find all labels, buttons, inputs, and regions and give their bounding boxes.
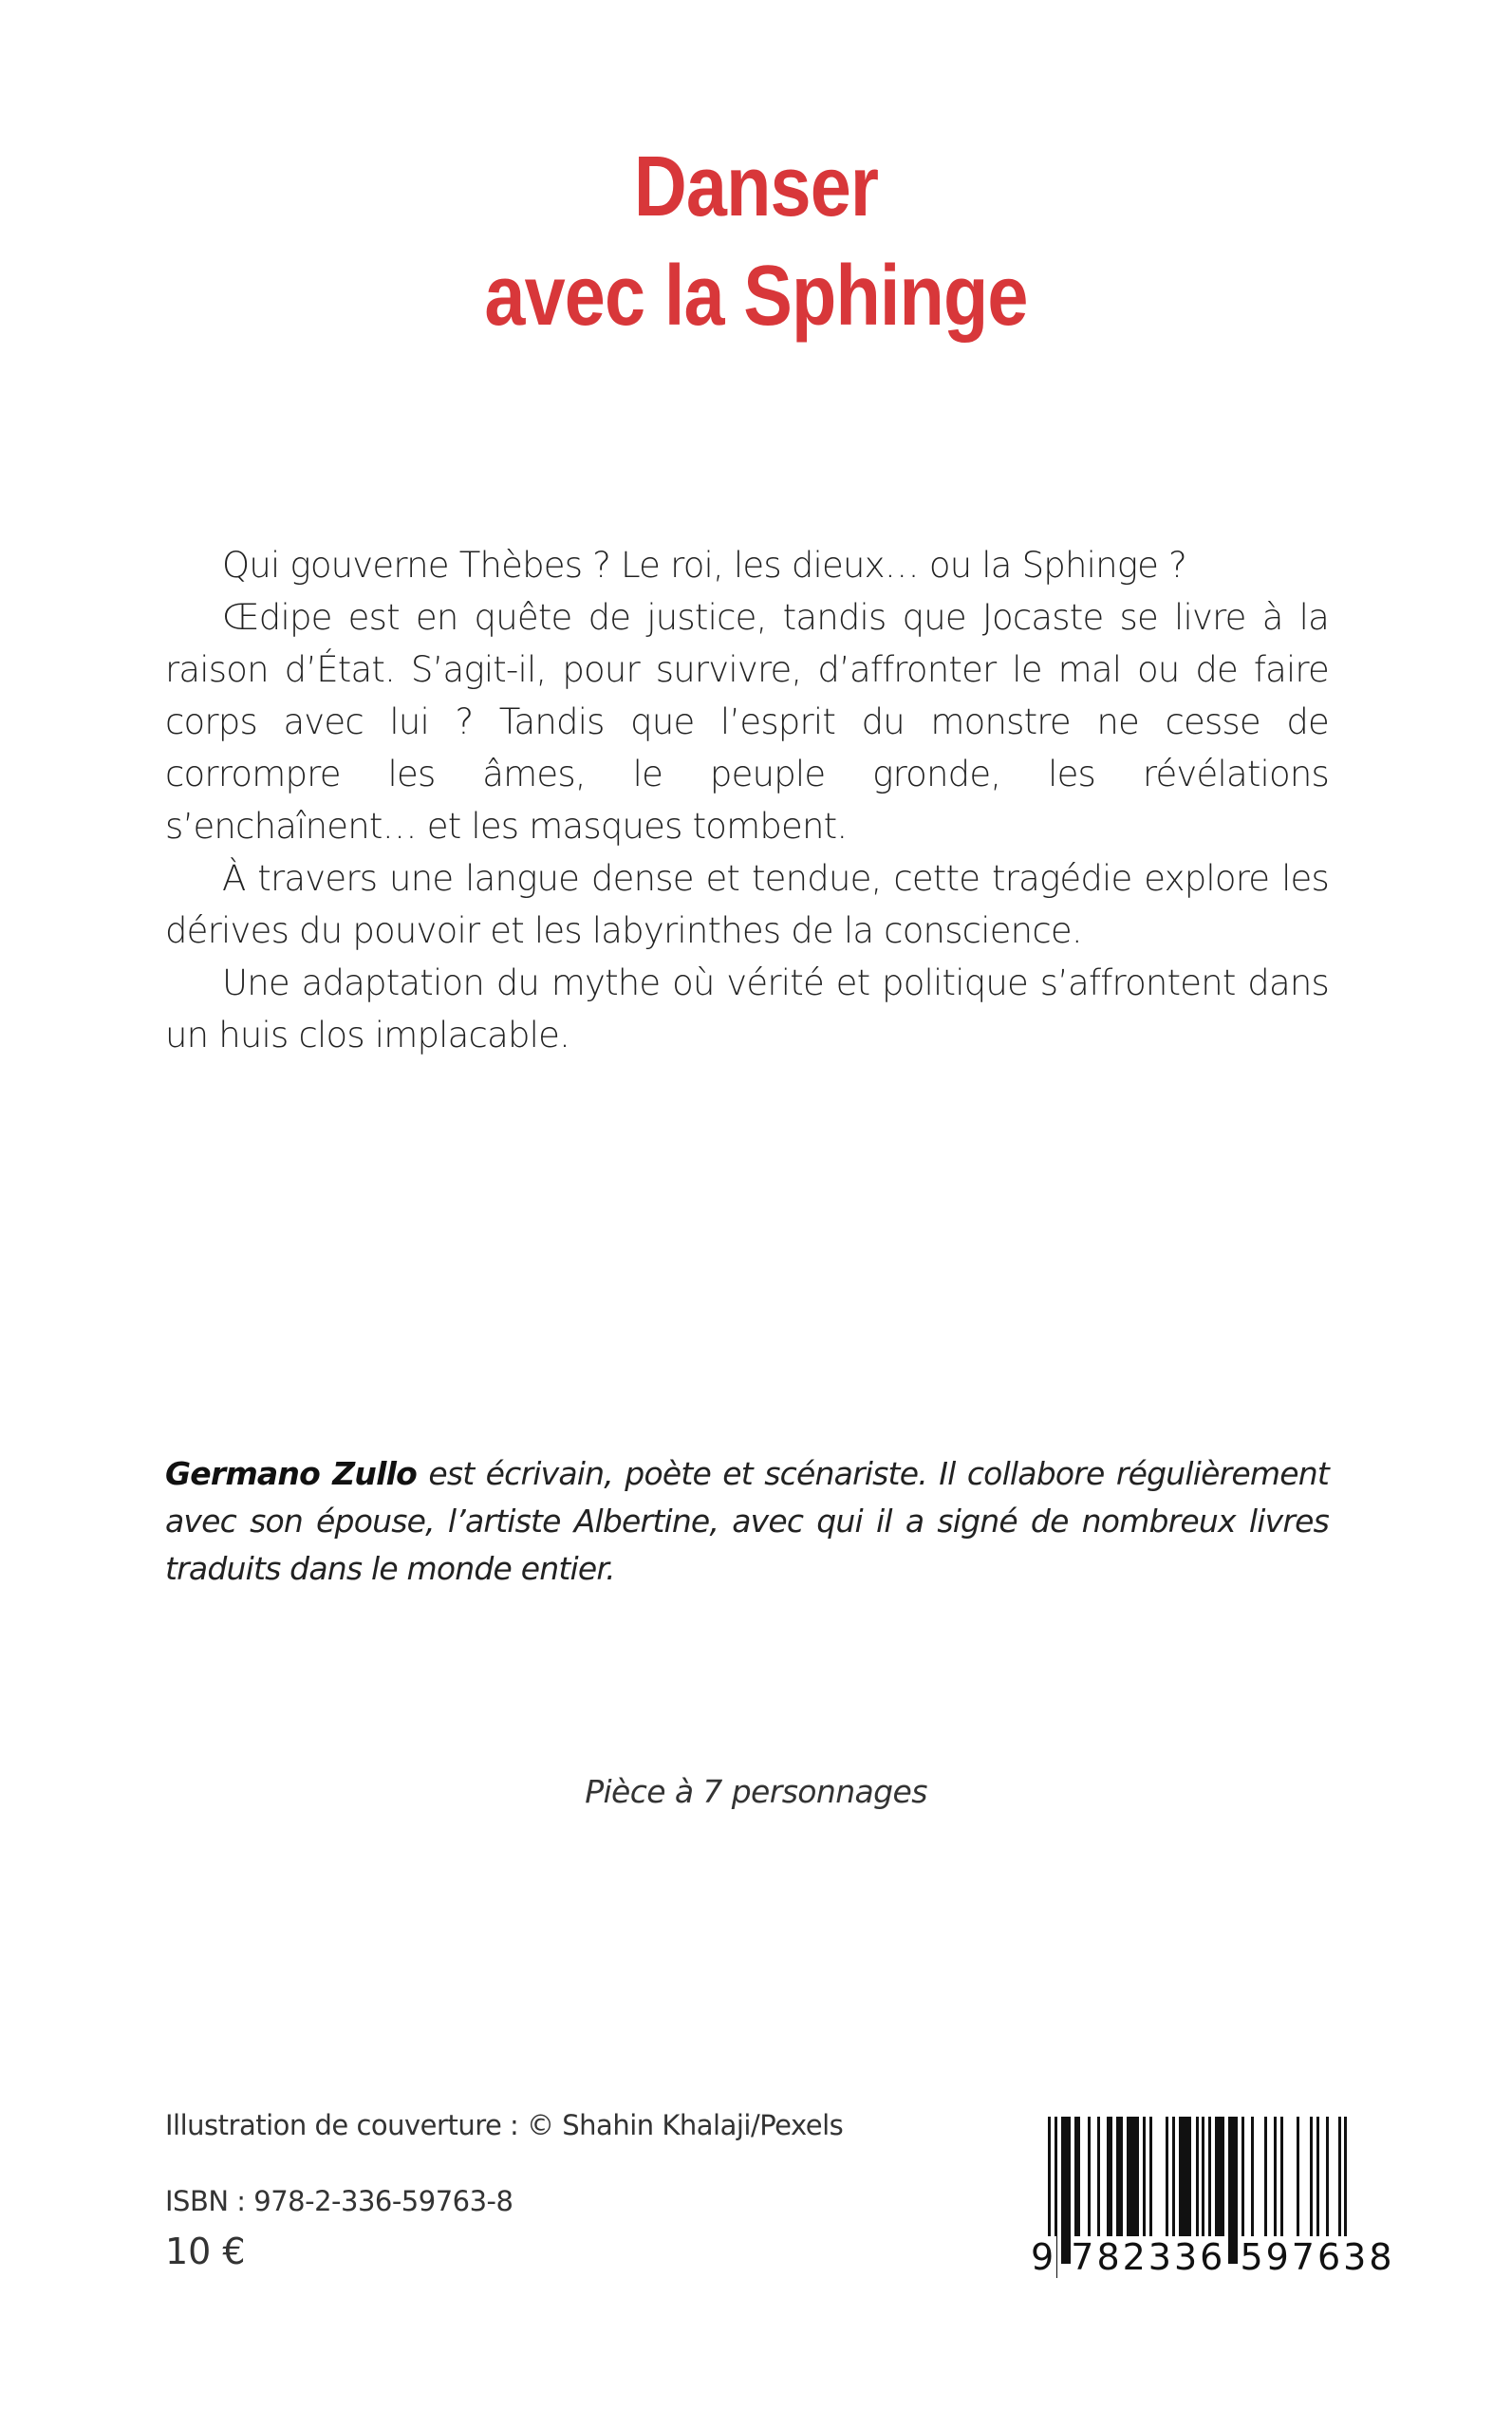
blurb-paragraph: Une adaptation du mythe où vérité et politique s’affrontent dans un huis clos implacable.: [165, 962, 1329, 1055]
title-line-2: avec la Sphinge: [484, 249, 1028, 344]
isbn: ISBN : 978-2-336-59763-8: [165, 2185, 513, 2217]
author-bio-text: est écrivain, poète et scénariste. Il collabore régulièrement avec son épouse, l’artiste Albertine, avec qui il a signé de nombreux livres traduits dans le monde entier.: [165, 1455, 1329, 1587]
book-title: [106, 133, 1407, 351]
barcode-digits: [1031, 2236, 1395, 2278]
barcode-right-group: 597638: [1240, 2236, 1395, 2278]
blurb-paragraph: Œdipe est en quête de justice, tandis que Jocaste se livre à la raison d’État. S’agit-il, pour survivre, d’affronter le mal ou de faire corps avec lui ? Tandis que l’esprit du monstre ne cesse de corrompre les âmes, le peuple gronde, les révélations s’enchaînent… et les masques tombent.: [165, 597, 1329, 847]
barcode-left-group: 782336: [1071, 2236, 1226, 2278]
blurb: [165, 539, 1329, 1061]
cast-note: Pièce à 7 personnages: [585, 1773, 927, 1810]
author-bio: [165, 1450, 1329, 1593]
author-name: Germano Zullo: [165, 1455, 417, 1492]
price: 10 €: [165, 2231, 246, 2272]
illustration-credit: Illustration de couverture : © Shahin Khalaji/Pexels: [165, 2109, 844, 2141]
barcode-lead-digit: 9: [1031, 2236, 1057, 2278]
barcode: [1025, 2117, 1395, 2288]
blurb-paragraph: Qui gouverne Thèbes ? Le roi, les dieux… ou la Sphinge ?: [222, 545, 1186, 586]
blurb-paragraph: À travers une langue dense et tendue, cette tragédie explore les dérives du pouvoir et les labyrinthes de la conscience.: [165, 858, 1329, 951]
title-line-1: Danser: [633, 140, 879, 234]
